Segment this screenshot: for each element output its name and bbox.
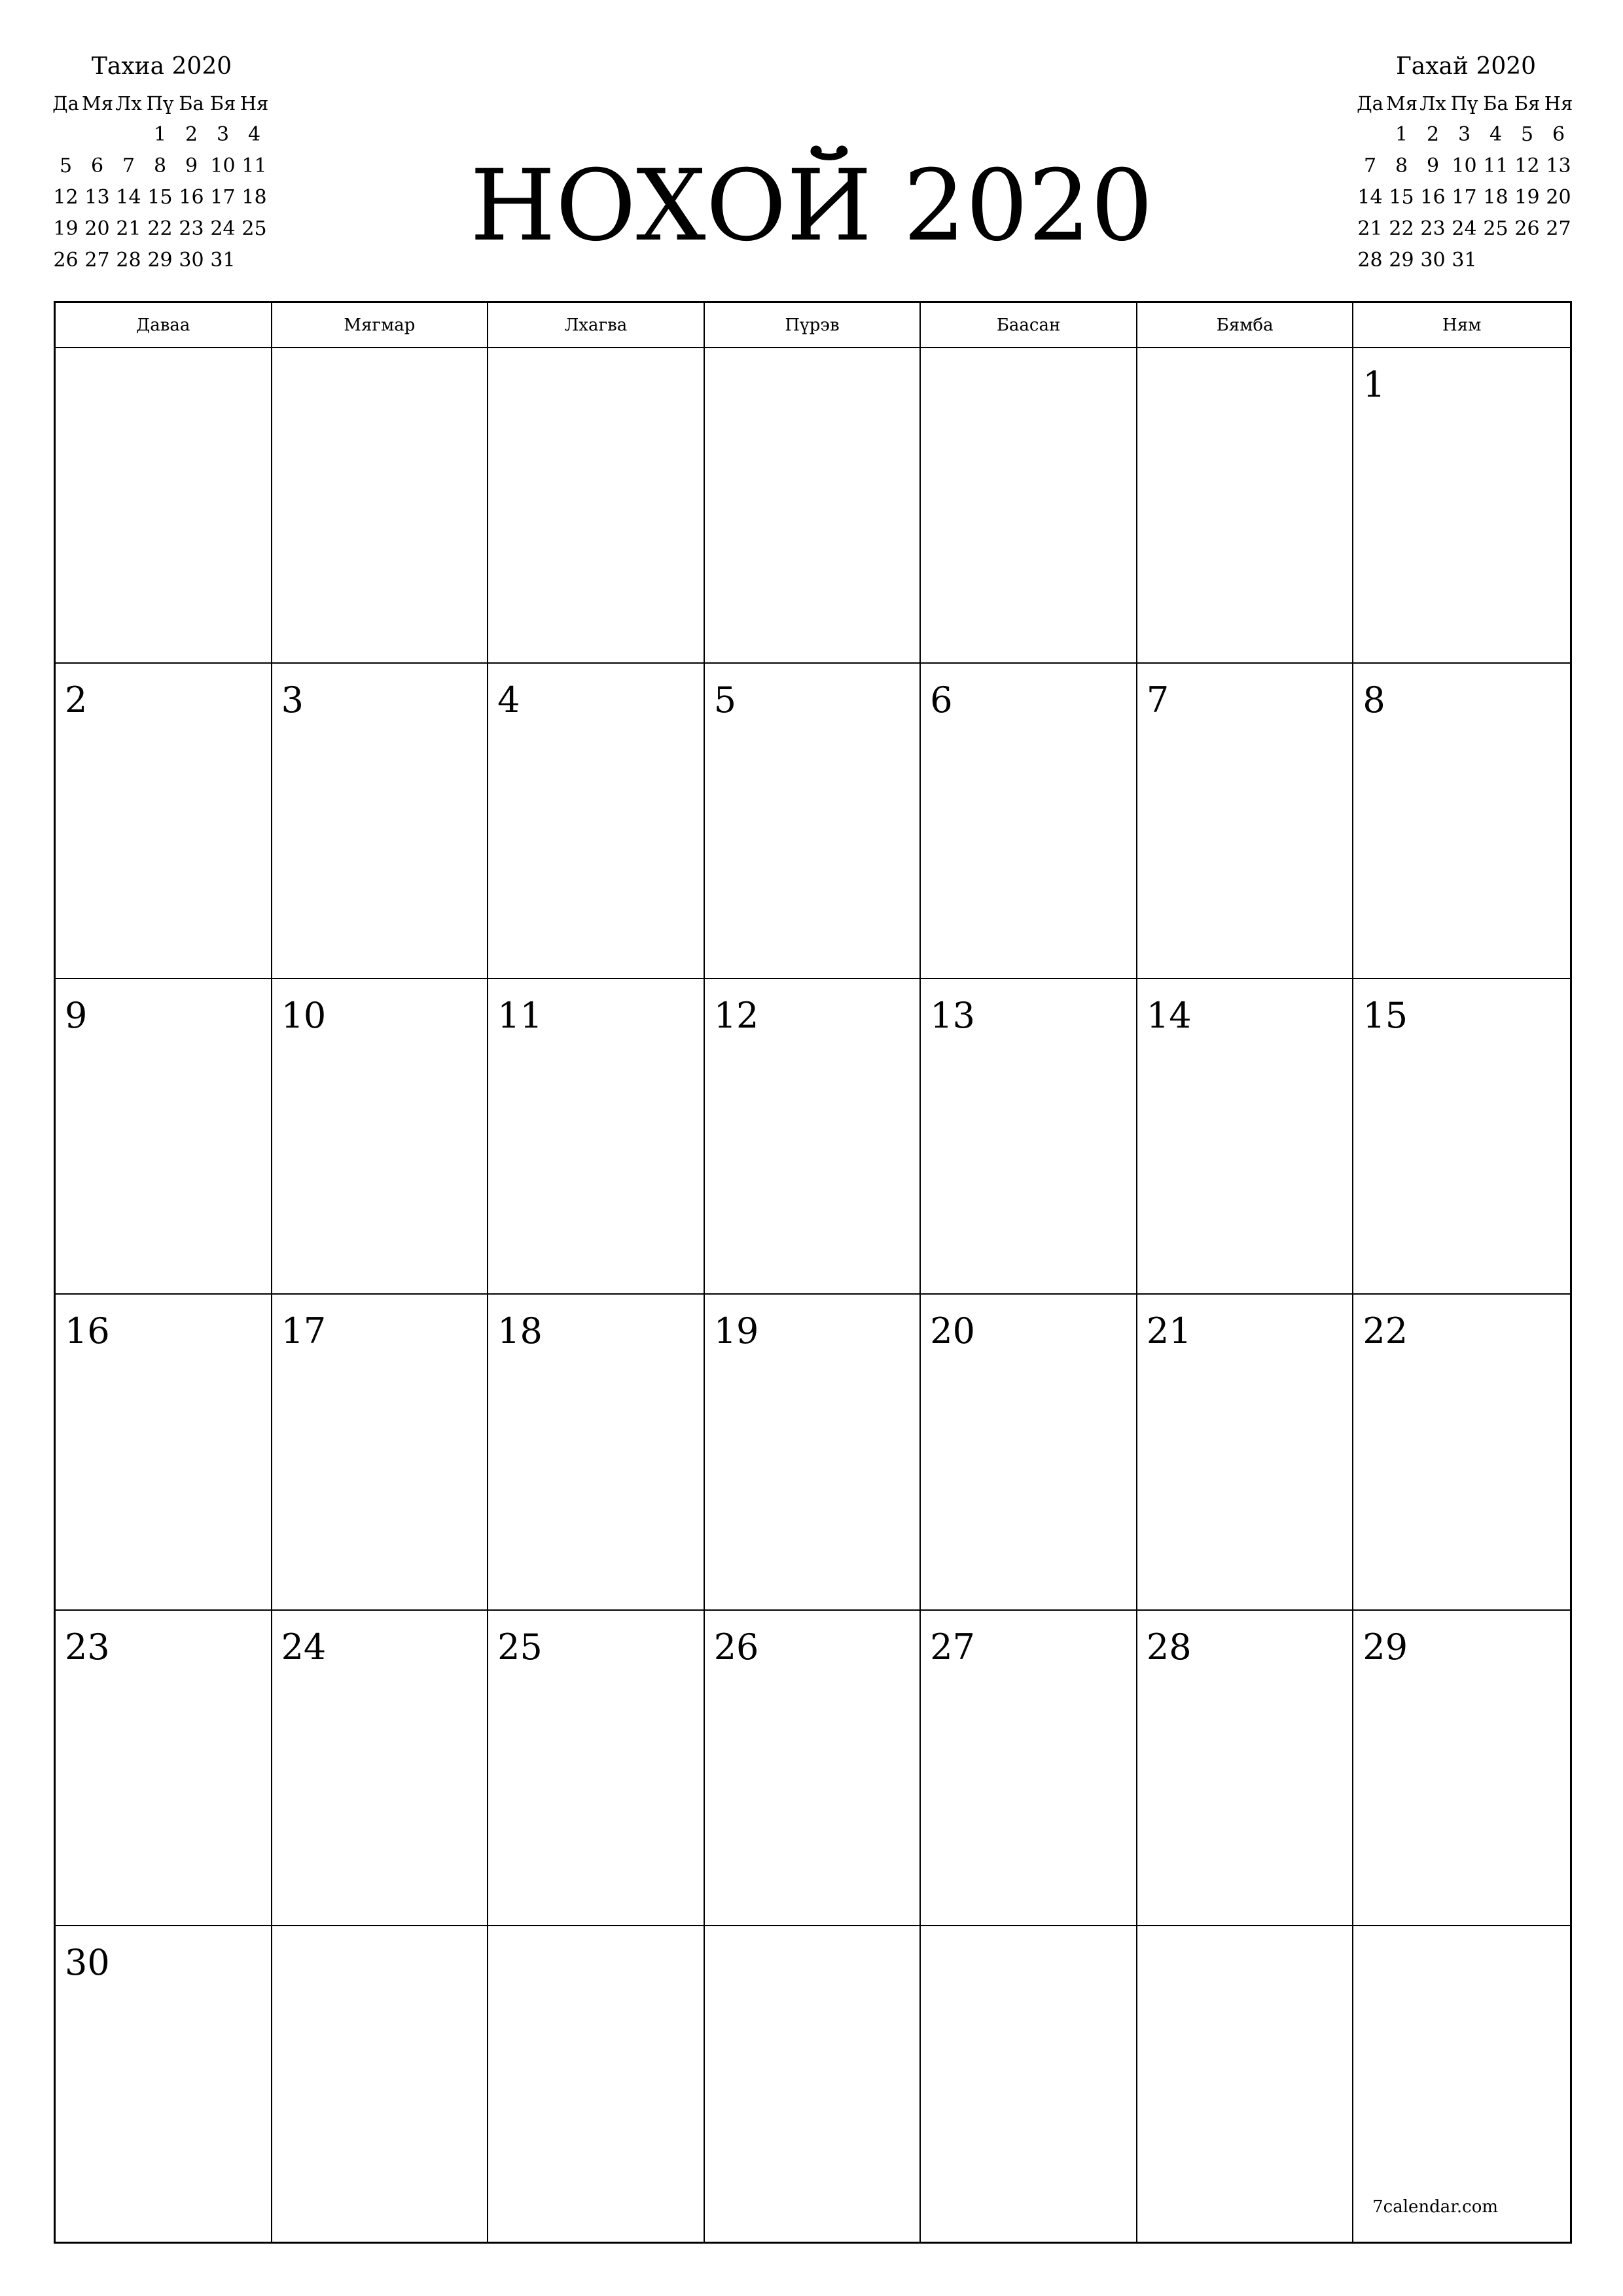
prev-month-day: 14 xyxy=(116,186,141,209)
day-cell xyxy=(488,664,705,979)
day-cell xyxy=(488,1926,705,2242)
weekday-header: Ням xyxy=(1353,303,1570,348)
day-cell xyxy=(488,979,705,1295)
prev-month-weekday: Ба xyxy=(179,92,204,115)
prev-month-day: 16 xyxy=(179,186,204,209)
prev-month-day: 25 xyxy=(241,217,267,240)
prev-month-day: 24 xyxy=(210,217,236,240)
day-cell xyxy=(705,1926,921,2242)
day-cell xyxy=(488,1611,705,1926)
next-month-day: 20 xyxy=(1546,186,1571,209)
site-credit: 7calendar.com xyxy=(1372,2197,1498,2217)
prev-month-calendar xyxy=(50,52,273,276)
next-month-day: 7 xyxy=(1363,154,1377,177)
prev-month-day: 31 xyxy=(210,249,236,272)
day-number: 29 xyxy=(1363,1626,1408,1668)
day-number: 15 xyxy=(1363,995,1408,1037)
day-number: 11 xyxy=(497,995,543,1037)
prev-month-day: 17 xyxy=(210,186,236,209)
prev-month-day: 21 xyxy=(116,217,141,240)
next-month-day: 2 xyxy=(1426,123,1440,146)
prev-month-day: 4 xyxy=(247,123,261,146)
weekday-header: Бямба xyxy=(1137,303,1354,348)
day-number: 18 xyxy=(497,1310,543,1352)
next-month-day: 8 xyxy=(1395,154,1408,177)
day-number: 28 xyxy=(1146,1626,1192,1668)
day-number: 4 xyxy=(497,679,520,721)
prev-month-day: 19 xyxy=(53,217,79,240)
next-month-day: 1 xyxy=(1395,123,1408,146)
day-number: 24 xyxy=(281,1626,327,1668)
next-month-day: 28 xyxy=(1357,249,1383,272)
next-month-day: 24 xyxy=(1452,217,1477,240)
day-number: 9 xyxy=(65,995,88,1037)
day-cell xyxy=(1353,1611,1570,1926)
day-number: 21 xyxy=(1146,1310,1192,1352)
next-month-day xyxy=(1355,119,1385,151)
next-month-weekday: Ба xyxy=(1483,92,1508,115)
day-cell xyxy=(1353,1295,1570,1610)
day-cell xyxy=(272,1611,489,1926)
next-month-weekday: Бя xyxy=(1514,92,1541,115)
prev-month-day: 18 xyxy=(241,186,267,209)
prev-month-day xyxy=(50,119,81,151)
next-month-day: 11 xyxy=(1483,154,1508,177)
next-month-weekday: Ня xyxy=(1544,92,1573,115)
day-number: 16 xyxy=(65,1310,110,1352)
day-number: 30 xyxy=(65,1941,110,1983)
next-month-day: 15 xyxy=(1389,186,1414,209)
prev-month-day: 3 xyxy=(216,123,230,146)
prev-month-day: 9 xyxy=(185,154,198,177)
day-cell xyxy=(1137,1295,1354,1610)
day-cell xyxy=(921,348,1137,664)
prev-month-day: 15 xyxy=(147,186,173,209)
day-number: 22 xyxy=(1363,1310,1408,1352)
next-month-weekday: Мя xyxy=(1386,92,1418,115)
day-number: 2 xyxy=(65,679,88,721)
next-month-weekday: Лх xyxy=(1419,92,1446,115)
day-cell xyxy=(56,348,272,664)
next-month-day: 23 xyxy=(1420,217,1446,240)
day-number: 1 xyxy=(1363,364,1385,405)
day-cell xyxy=(56,664,272,979)
next-month-day: 16 xyxy=(1420,186,1446,209)
day-cell xyxy=(705,1611,921,1926)
day-cell xyxy=(1353,348,1570,664)
prev-month-day: 2 xyxy=(185,123,198,146)
day-cell xyxy=(56,1611,272,1926)
next-month-day: 13 xyxy=(1546,154,1571,177)
next-month-weekday: Пү xyxy=(1450,92,1478,115)
prev-month-day: 26 xyxy=(53,249,79,272)
next-month-day: 5 xyxy=(1520,123,1534,146)
weekday-header: Пүрэв xyxy=(705,303,921,348)
day-cell xyxy=(1137,348,1354,664)
prev-month-day: 10 xyxy=(210,154,236,177)
prev-month-weekday: Да xyxy=(52,92,79,115)
next-month-day: 3 xyxy=(1457,123,1471,146)
next-month-day: 26 xyxy=(1514,217,1540,240)
next-month-day xyxy=(1512,245,1543,276)
day-cell xyxy=(921,1926,1137,2242)
next-month-day: 10 xyxy=(1452,154,1477,177)
day-cell xyxy=(705,348,921,664)
day-cell xyxy=(705,664,921,979)
weekday-header: Баасан xyxy=(921,303,1137,348)
next-month-day: 14 xyxy=(1357,186,1383,209)
day-cell xyxy=(272,1295,489,1610)
day-number: 23 xyxy=(65,1626,110,1668)
prev-month-weekday: Мя xyxy=(82,92,113,115)
day-number: 10 xyxy=(281,995,327,1037)
prev-month-weekday: Бя xyxy=(209,92,236,115)
next-month-day: 21 xyxy=(1357,217,1383,240)
prev-month-day: 23 xyxy=(179,217,204,240)
next-month-day: 25 xyxy=(1483,217,1508,240)
prev-month-day: 1 xyxy=(153,123,167,146)
prev-month-day: 12 xyxy=(53,186,79,209)
next-month-day: 30 xyxy=(1420,249,1446,272)
next-month-day xyxy=(1480,245,1511,276)
day-cell xyxy=(921,664,1137,979)
prev-month-weekday: Ня xyxy=(240,92,269,115)
prev-month-day xyxy=(239,245,270,276)
prev-month-day: 27 xyxy=(84,249,110,272)
weekday-header: Лхагва xyxy=(488,303,705,348)
prev-month-grid xyxy=(50,88,273,276)
day-cell xyxy=(921,1295,1137,1610)
prev-month-day: 22 xyxy=(147,217,173,240)
prev-month-weekday: Пү xyxy=(146,92,174,115)
prev-month-day: 28 xyxy=(116,249,141,272)
day-number: 3 xyxy=(281,679,304,721)
day-cell xyxy=(272,664,489,979)
day-number: 13 xyxy=(930,995,975,1037)
prev-month-day xyxy=(113,119,144,151)
page-title: НОХОЙ 2020 xyxy=(470,149,1153,263)
day-cell xyxy=(488,348,705,664)
prev-month-day: 29 xyxy=(147,249,173,272)
day-cell xyxy=(921,979,1137,1295)
day-number: 6 xyxy=(930,679,953,721)
day-cell xyxy=(488,1295,705,1610)
weekday-header: Мягмар xyxy=(272,303,489,348)
prev-month-day: 30 xyxy=(179,249,204,272)
day-cell xyxy=(1137,1926,1354,2242)
prev-month-day: 13 xyxy=(84,186,110,209)
next-month-weekday: Да xyxy=(1357,92,1383,115)
weekday-header: Даваа xyxy=(56,303,272,348)
day-cell xyxy=(272,979,489,1295)
day-number: 20 xyxy=(930,1310,975,1352)
next-month-day: 31 xyxy=(1452,249,1477,272)
prev-month-title: Тахиа 2020 xyxy=(91,53,232,80)
day-number: 7 xyxy=(1146,679,1169,721)
next-month-day: 12 xyxy=(1514,154,1540,177)
day-cell xyxy=(272,1926,489,2242)
day-cell xyxy=(1353,979,1570,1295)
month-calendar-grid xyxy=(54,301,1572,2244)
day-number: 26 xyxy=(713,1626,759,1668)
day-number: 14 xyxy=(1146,995,1192,1037)
prev-month-day: 20 xyxy=(84,217,110,240)
day-cell xyxy=(705,1295,921,1610)
next-month-day: 6 xyxy=(1552,123,1565,146)
day-number: 8 xyxy=(1363,679,1385,721)
day-cell xyxy=(705,979,921,1295)
prev-month-weekday: Лх xyxy=(115,92,142,115)
day-cell xyxy=(56,979,272,1295)
next-month-day: 29 xyxy=(1389,249,1414,272)
next-month-calendar xyxy=(1355,52,1577,276)
day-cell xyxy=(1353,664,1570,979)
next-month-day: 19 xyxy=(1514,186,1540,209)
next-month-day: 9 xyxy=(1426,154,1440,177)
prev-month-day: 7 xyxy=(122,154,135,177)
next-month-day: 4 xyxy=(1489,123,1503,146)
day-number: 25 xyxy=(497,1626,543,1668)
prev-month-day xyxy=(82,119,113,151)
prev-month-day: 11 xyxy=(241,154,267,177)
day-cell xyxy=(1137,1611,1354,1926)
day-cell xyxy=(272,348,489,664)
prev-month-day: 6 xyxy=(90,154,104,177)
day-cell xyxy=(1353,1926,1570,2242)
next-month-title: Гахай 2020 xyxy=(1395,53,1537,80)
day-cell xyxy=(1137,979,1354,1295)
day-cell xyxy=(921,1611,1137,1926)
day-number: 19 xyxy=(713,1310,759,1352)
next-month-day: 22 xyxy=(1389,217,1414,240)
next-month-day xyxy=(1543,245,1574,276)
day-number: 27 xyxy=(930,1626,975,1668)
day-cell xyxy=(56,1926,272,2242)
prev-month-day: 8 xyxy=(153,154,167,177)
day-number: 17 xyxy=(281,1310,327,1352)
next-month-day: 27 xyxy=(1546,217,1571,240)
day-number: 12 xyxy=(713,995,759,1037)
day-number: 5 xyxy=(713,679,737,721)
day-cell xyxy=(56,1295,272,1610)
day-cell xyxy=(1137,664,1354,979)
next-month-day: 17 xyxy=(1452,186,1477,209)
next-month-day: 18 xyxy=(1483,186,1508,209)
next-month-grid xyxy=(1355,88,1577,276)
prev-month-day: 5 xyxy=(59,154,73,177)
